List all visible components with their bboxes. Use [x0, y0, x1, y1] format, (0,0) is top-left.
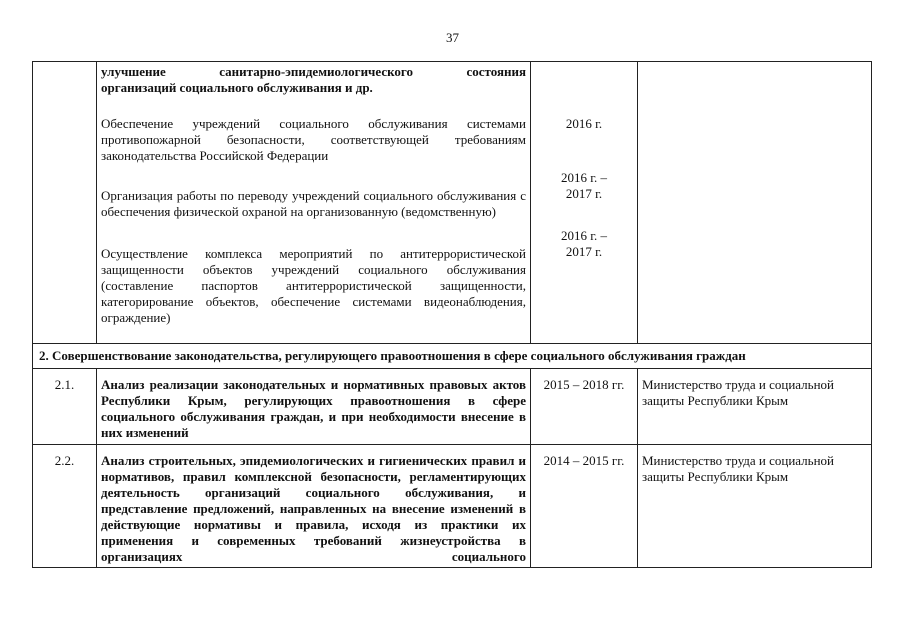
row-executor: Министерство труда и социальной защиты Республики Крым — [638, 445, 872, 568]
measure-term: 2016 г. — [565, 116, 603, 131]
row-term: 2014 – 2015 гг. — [531, 445, 638, 568]
continuation-num-cell — [33, 62, 97, 344]
table-row — [33, 445, 872, 568]
row-number: 2.2. — [33, 445, 97, 568]
measure-text: Осуществление комплекса мероприятий по антитеррористической защищенности объектов учреждений социального обслуживания (составление паспортов антитеррористической защищенности, категорирование объектов, обеспечение системами видеонаблюдения, ограждение) — [101, 246, 526, 325]
activities-table — [32, 61, 872, 568]
measure-text: Обеспечение учреждений социального обслуживания системами противопожарной безопасности, соответствующей требованиям законодательства Российской Федерации — [101, 116, 526, 163]
section-title: 2. Совершенствование законодательства, регулирующего правоотношения в сфере социального обслуживания граждан — [33, 344, 872, 369]
table-row — [33, 369, 872, 445]
row-term: 2015 – 2018 гг. — [531, 369, 638, 445]
measure-term: 2017 г. — [565, 244, 603, 259]
measure-term: 2017 г. — [565, 186, 603, 201]
row-description: Анализ реализации законодательных и нормативных правовых актов Республики Крым, регулирующих правоотношения в сфере социального обслуживания граждан, и при необходимости внесение в них изменений — [97, 369, 531, 445]
section-header-row — [33, 344, 872, 369]
page-number: 37 — [446, 30, 459, 45]
continuation-term-cell — [531, 62, 638, 344]
measure-term: 2016 г. – — [560, 170, 608, 185]
continuation-heading-line2: организаций социального обслуживания и др. — [101, 80, 373, 95]
continuation-executor-cell — [638, 62, 872, 344]
continuation-row — [33, 62, 872, 344]
measure-term: 2016 г. – — [560, 228, 608, 243]
measure-text: Организация работы по переводу учреждений социального обслуживания с обеспечения физической охраной на организованную (ведомственную) — [101, 188, 526, 219]
row-executor: Министерство труда и социальной защиты Республики Крым — [638, 369, 872, 445]
continuation-text-cell — [97, 62, 531, 344]
continuation-heading-line1: улучшение санитарно-эпидемиологического состояния — [101, 64, 526, 79]
row-description: Анализ строительных, эпидемиологических и гигиенических правил и нормативов, правил комплексной безопасности, регламентирующих деятельность организаций социального обслуживания, и представление предложений, направленных на внесение изменений в действующие нормативы и правила, исходя из практики их применения и современных требований жизнеустройства в организациях социального — [97, 445, 531, 568]
row-number: 2.1. — [33, 369, 97, 445]
